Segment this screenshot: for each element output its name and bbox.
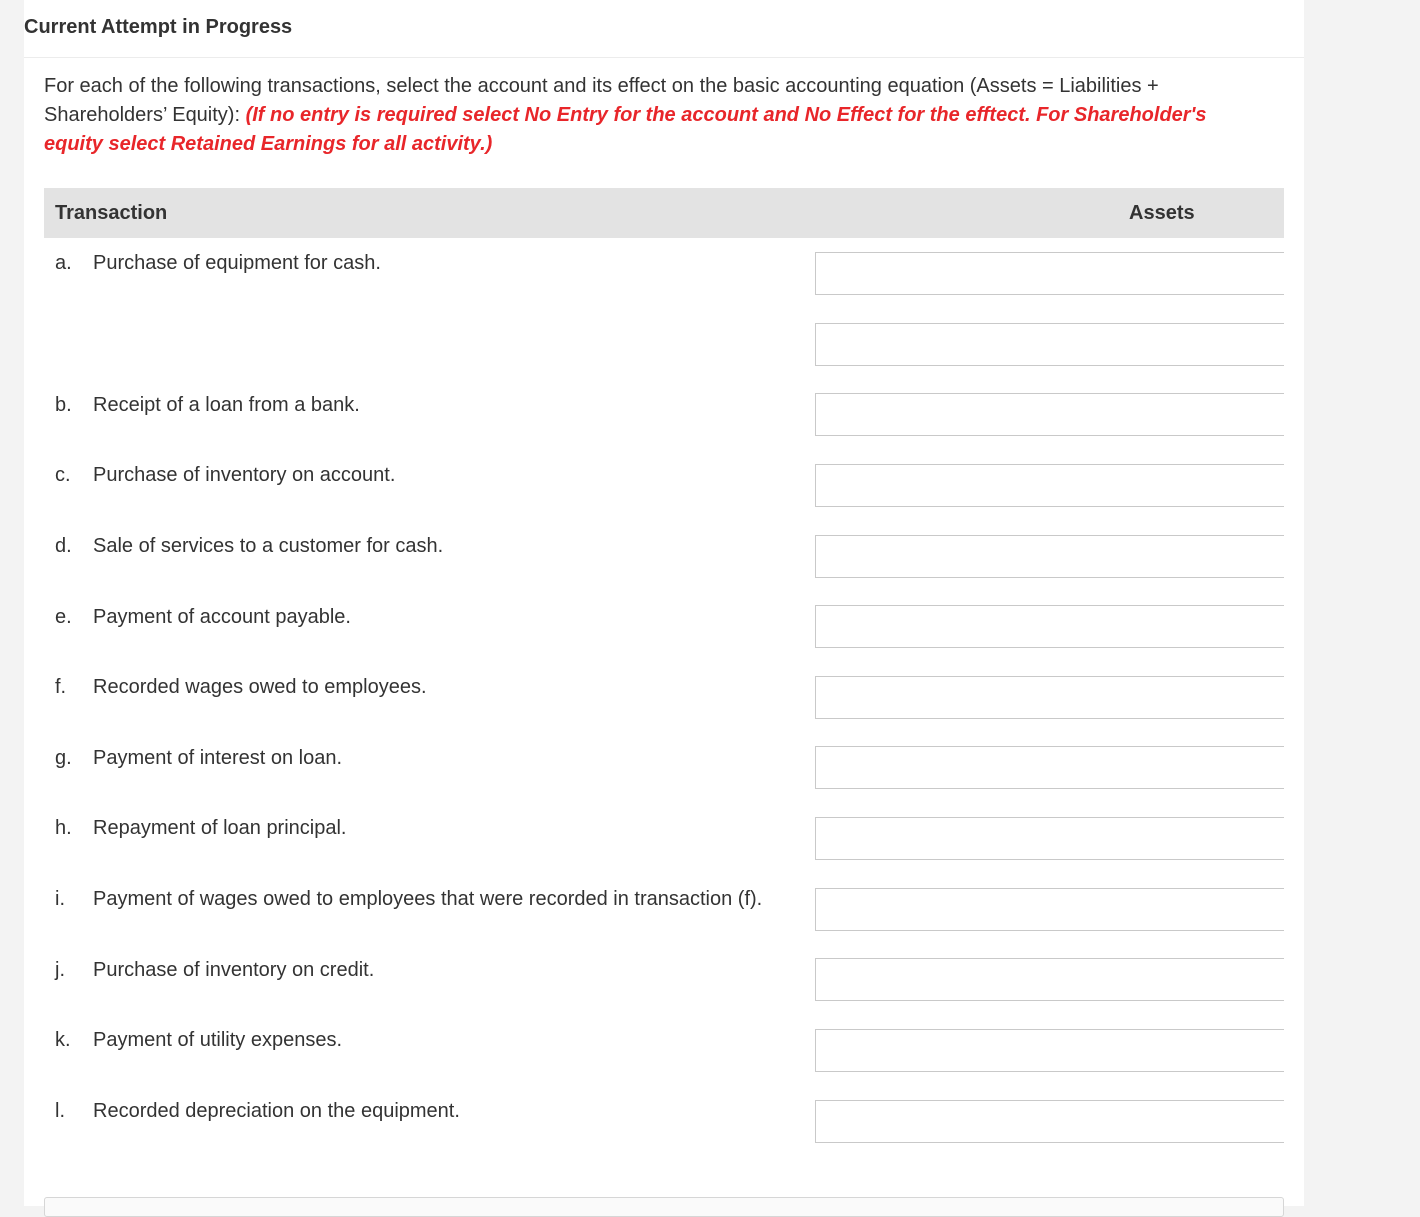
row-transaction-text: Payment of interest on loan. <box>93 747 343 769</box>
row-transaction-text: Purchase of equipment for cash. <box>93 252 381 274</box>
row-letter: b. <box>55 394 72 416</box>
row-letter: f. <box>55 676 67 698</box>
row-letter: k. <box>55 1029 71 1051</box>
assets-input-a-2[interactable] <box>815 323 1284 366</box>
assets-input-h[interactable] <box>815 817 1284 860</box>
assets-input-b[interactable] <box>815 393 1284 436</box>
instructions-note: (If no entry is required select No Entry for the account and No Effect for the efftect. For Shareholder's equity select Retained Earnings for all activity.) <box>44 104 1207 155</box>
assets-input-c[interactable] <box>815 464 1284 507</box>
header-divider <box>24 57 1304 58</box>
row-transaction-text: Payment of account payable. <box>93 606 351 628</box>
row-transaction-text: Recorded depreciation on the equipment. <box>93 1100 460 1122</box>
assets-input-g[interactable] <box>815 746 1284 789</box>
assets-input-k[interactable] <box>815 1029 1284 1072</box>
assets-input-d[interactable] <box>815 535 1284 578</box>
row-transaction-text: Recorded wages owed to employees. <box>93 676 427 698</box>
row-letter: j. <box>55 959 65 981</box>
assets-input-e[interactable] <box>815 605 1284 648</box>
column-header-transaction: Transaction <box>55 202 168 224</box>
row-letter: h. <box>55 817 72 839</box>
attempt-header: Current Attempt in Progress <box>24 16 293 38</box>
instructions <box>44 72 1264 159</box>
row-letter: l. <box>55 1100 65 1122</box>
row-letter: a. <box>55 252 72 274</box>
assets-input-l[interactable] <box>815 1100 1284 1143</box>
assets-input-i[interactable] <box>815 888 1284 931</box>
row-transaction-text: Purchase of inventory on account. <box>93 464 396 486</box>
instructions-text: For each of the following transactions, select the account and its effect on the basic accounting equation (Assets = Liabilities + Shareholders’ Equity): <box>44 75 1159 126</box>
table-header <box>44 188 1284 238</box>
assets-input-f[interactable] <box>815 676 1284 719</box>
row-transaction-text: Repayment of loan principal. <box>93 817 347 839</box>
row-transaction-text: Purchase of inventory on credit. <box>93 959 375 981</box>
row-transaction-text: Sale of services to a customer for cash. <box>93 535 444 557</box>
row-transaction-text: Payment of wages owed to employees that were recorded in transaction (f). <box>93 888 763 910</box>
next-section-box <box>44 1197 1284 1217</box>
row-letter: e. <box>55 606 72 628</box>
row-letter: g. <box>55 747 72 769</box>
row-transaction-text: Payment of utility expenses. <box>93 1029 343 1051</box>
row-letter: d. <box>55 535 72 557</box>
assets-input-j[interactable] <box>815 958 1284 1001</box>
row-transaction-text: Receipt of a loan from a bank. <box>93 394 360 416</box>
row-letter: i. <box>55 888 65 910</box>
column-header-assets: Assets <box>1129 202 1195 224</box>
assets-input-a-1[interactable] <box>815 252 1284 295</box>
row-letter: c. <box>55 464 71 486</box>
question-panel <box>24 0 1304 1206</box>
